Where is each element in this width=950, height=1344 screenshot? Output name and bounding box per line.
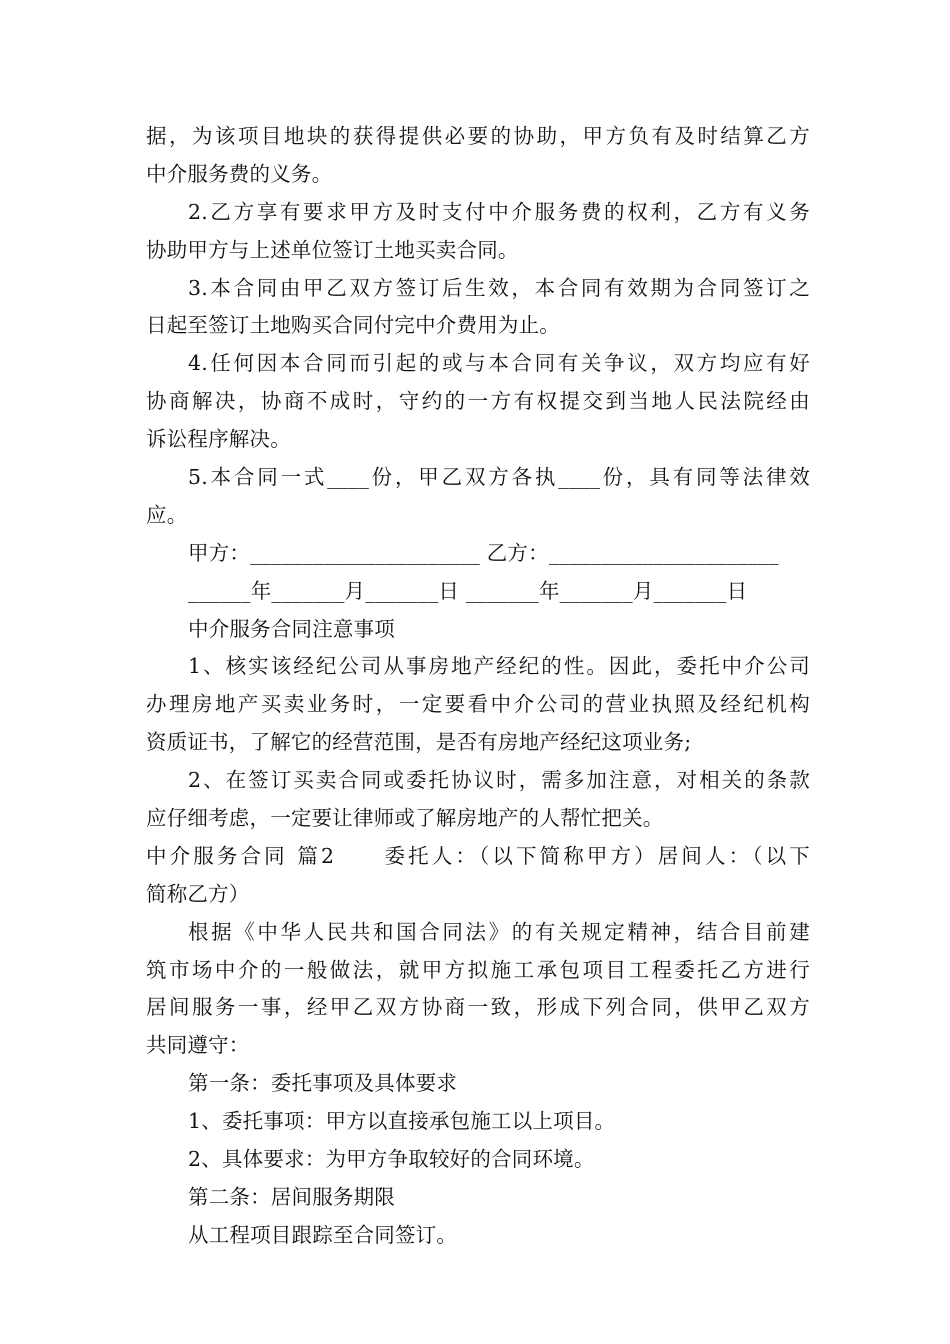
text-line: 从工程项目跟踪至合同签订。 xyxy=(188,1222,458,1247)
text-line: 中介服务费的义务。 xyxy=(146,161,333,186)
text-line: 1、委托事项：甲方以直接承包施工以上项目。 xyxy=(188,1109,616,1134)
text-line: 协商解决，协商不成时，守约的一方有权提交到当地人民法院经由 xyxy=(146,389,810,414)
text-line: 应仔细考虑，一定要让律师或了解房地产的人帮忙把关。 xyxy=(146,806,664,831)
text-line: 简称乙方） xyxy=(146,881,250,906)
text-line: 应。 xyxy=(146,502,188,527)
text-line: 2、具体要求：为甲方争取较好的合同环境。 xyxy=(188,1147,595,1172)
text-line: 居间服务一事，经甲乙双方协商一致，形成下列合同，供甲乙双方 xyxy=(146,995,810,1020)
text-line: 诉讼程序解决。 xyxy=(146,427,291,452)
text-line: 中介服务合同 篇2 委托人：（以下简称甲方）居间人：（以下 xyxy=(146,843,810,868)
text-line: 中介服务合同注意事项 xyxy=(188,616,395,641)
text-line: 2.乙方享有要求甲方及时支付中介服务费的权利，乙方有义务 xyxy=(188,199,810,224)
text-line: 筑市场中介的一般做法，就甲方拟施工承包项目工程委托乙方进行 xyxy=(146,957,810,982)
text-line: 资质证书，了解它的经营范围，是否有房地产经纪这项业务; xyxy=(146,730,692,755)
text-line: 协助甲方与上述单位签订土地买卖合同。 xyxy=(146,237,519,262)
text-line: ______年_______月_______日 _______年_______月_______日 xyxy=(188,578,748,603)
text-line: 据，为该项目地块的获得提供必要的协助，甲方负有及时结算乙方 xyxy=(146,124,810,148)
text-line: 办理房地产买卖业务时，一定要看中介公司的营业执照及经纪机构 xyxy=(146,692,810,717)
text-line: 日起至签订土地购买合同付完中介费用为止。 xyxy=(146,313,560,338)
text-line: 3.本合同由甲乙双方签订后生效，本合同有效期为合同签订之 xyxy=(188,275,810,300)
text-line: 2、在签订买卖合同或委托协议时，需多加注意，对相关的条款 xyxy=(188,768,810,793)
text-line: 共同遵守： xyxy=(146,1033,250,1058)
text-line: 根据《中华人民共和国合同法》的有关规定精神，结合目前建 xyxy=(188,919,810,944)
text-line: 5.本合同一式____份，甲乙双方各执____份，具有同等法律效 xyxy=(188,465,810,490)
document-body xyxy=(146,118,810,1255)
text-line: 第二条：居间服务期限 xyxy=(188,1184,395,1209)
text-line: 1、核实该经纪公司从事房地产经纪的性。因此，委托中介公司 xyxy=(188,654,810,679)
text-line: 第一条：委托事项及具体要求 xyxy=(188,1071,458,1096)
text-line: 4.任何因本合同而引起的或与本合同有关争议，双方均应有好 xyxy=(188,351,810,376)
text-line: 甲方：______________________ 乙方：______________________ xyxy=(188,540,779,565)
